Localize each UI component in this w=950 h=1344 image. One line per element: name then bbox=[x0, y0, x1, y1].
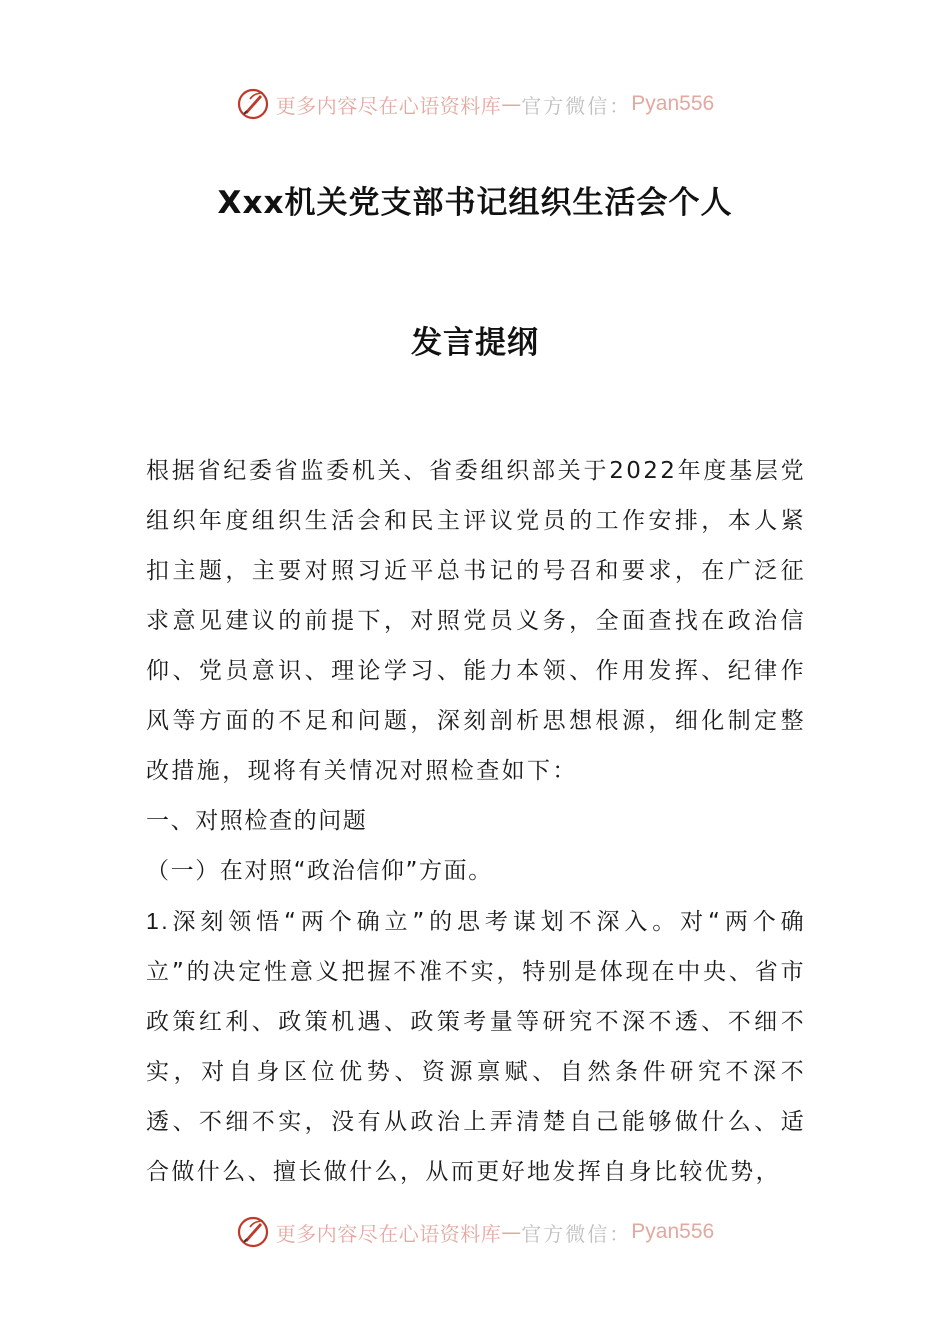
quill-logo-icon bbox=[236, 1215, 270, 1249]
document-title-line1: Xxx机关党支部书记组织生活会个人 bbox=[217, 185, 733, 221]
watermark-wechat-id: Pyan556 bbox=[631, 1220, 715, 1243]
section-heading: 一、对照检查的问题 bbox=[146, 808, 368, 834]
watermark-official-text: 官方微信： bbox=[521, 93, 632, 118]
watermark-site-text: 更多内容尽在心语资料库 bbox=[275, 93, 502, 118]
item-paragraph bbox=[146, 896, 806, 1197]
watermark-wechat-id: Pyan556 bbox=[631, 92, 715, 115]
document-title-line2: 发言提纲 bbox=[411, 325, 539, 361]
intro-paragraph: 根据省纪委省监委机关、省委组织部关于2022年度基层党组织年度组织生活会和民主评议党员的工作安排，本人紧扣主题，主要对照习近平总书记的号召和要求，在广泛征求意见建议的前提下，对照党员义务，全面查找在政治信仰、党员意识、理论学习、能力本领、作用发挥、纪律作风等方面的不足和问题，深刻剖析思想根源，细化制定整改措施，现将有关情况对照检查如下： bbox=[146, 458, 806, 784]
watermark-official-text: 官方微信： bbox=[521, 1221, 632, 1246]
quill-logo-icon bbox=[236, 87, 270, 121]
watermark-header bbox=[0, 84, 950, 124]
watermark-separator: — bbox=[501, 1220, 522, 1244]
watermark-footer bbox=[0, 1212, 950, 1252]
item-number: 1. bbox=[146, 908, 170, 934]
watermark-separator: — bbox=[501, 92, 522, 116]
watermark-site-text: 更多内容尽在心语资料库 bbox=[275, 1221, 502, 1246]
item-text: 深刻领悟“两个确立”的思考谋划不深入。对“两个确立”的决定性意义把握不准不实，特别是体现在中央、省市政策红利、政策机遇、政策考量等研究不深不透、不细不实，对自身区位优势、资源禀赋、自然条件研究不深不透、不细不实，没有从政治上弄清楚自己能够做什么、适合做什么、擅长做什么，从而更好地发挥自身比较优势， bbox=[146, 909, 806, 1185]
document-body bbox=[146, 446, 806, 1197]
subsection-heading: （一）在对照“政治信仰”方面。 bbox=[146, 858, 493, 884]
